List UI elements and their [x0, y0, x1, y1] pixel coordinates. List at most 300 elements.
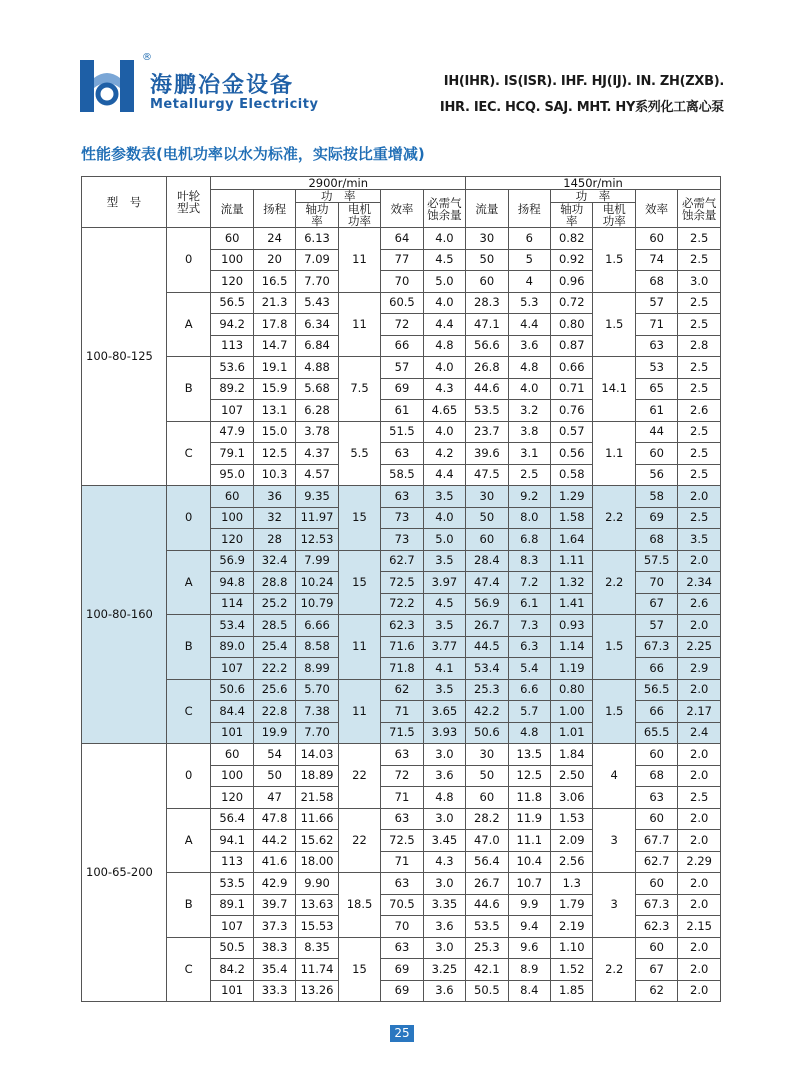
npsh-cell: 4.3: [423, 851, 465, 873]
shaft-power-cell: 6.13: [296, 228, 338, 250]
flow-cell: 56.5: [211, 292, 253, 314]
flow-cell: 50.5: [466, 980, 508, 1002]
table-row: [82, 292, 721, 314]
head-cell: 8.9: [508, 959, 550, 981]
head-cell: 25.4: [253, 636, 295, 658]
shaft-power-cell: 2.56: [551, 851, 593, 873]
shaft-power-cell: 4.88: [296, 357, 338, 379]
flow-cell: 44.6: [466, 378, 508, 400]
efficiency-cell: 60: [635, 873, 677, 895]
motor-power-cell: 3: [593, 808, 635, 873]
npsh-cell: 2.4: [678, 722, 721, 744]
head-cell: 44.2: [253, 830, 295, 852]
head-cell: 25.6: [253, 679, 295, 701]
head-cell: 4.8: [508, 722, 550, 744]
head-cell: 11.1: [508, 830, 550, 852]
head-cell: 28.8: [253, 572, 295, 594]
shaft-power-cell: 3.06: [551, 787, 593, 809]
impeller-type-cell: A: [166, 808, 210, 873]
head-cell: 4.4: [508, 314, 550, 336]
header-npsh: 必需气蚀余量: [423, 190, 465, 228]
flow-cell: 30: [466, 744, 508, 766]
flow-cell: 42.2: [466, 701, 508, 723]
flow-cell: 107: [211, 658, 253, 680]
npsh-cell: 2.0: [678, 765, 721, 787]
head-cell: 6.1: [508, 593, 550, 615]
efficiency-cell: 57.5: [635, 550, 677, 572]
npsh-cell: 2.15: [678, 916, 721, 938]
npsh-cell: 3.5: [678, 529, 721, 551]
flow-cell: 47.5: [466, 464, 508, 486]
motor-power-cell: 2.2: [593, 937, 635, 1002]
table-row: [82, 937, 721, 959]
flow-cell: 28.4: [466, 550, 508, 572]
head-cell: 50: [253, 765, 295, 787]
npsh-cell: 4.2: [423, 443, 465, 465]
efficiency-cell: 65.5: [635, 722, 677, 744]
shaft-power-cell: 0.82: [551, 228, 593, 250]
flow-cell: 56.9: [211, 550, 253, 572]
flow-cell: 60: [211, 744, 253, 766]
motor-power-cell: 15: [338, 486, 380, 551]
efficiency-cell: 72: [381, 765, 423, 787]
flow-cell: 28.3: [466, 292, 508, 314]
npsh-cell: 2.25: [678, 636, 721, 658]
shaft-power-cell: 0.87: [551, 335, 593, 357]
flow-cell: 100: [211, 249, 253, 271]
flow-cell: 101: [211, 722, 253, 744]
flow-cell: 50.6: [466, 722, 508, 744]
motor-power-cell: 4: [593, 744, 635, 809]
flow-cell: 47.4: [466, 572, 508, 594]
efficiency-cell: 72.2: [381, 593, 423, 615]
npsh-cell: 4.1: [423, 658, 465, 680]
npsh-cell: 2.5: [678, 357, 721, 379]
efficiency-cell: 62.7: [381, 550, 423, 572]
efficiency-cell: 61: [635, 400, 677, 422]
npsh-cell: 2.5: [678, 249, 721, 271]
header-shaft-power: 轴功率: [296, 203, 338, 228]
npsh-cell: 4.0: [423, 292, 465, 314]
npsh-cell: 3.5: [423, 486, 465, 508]
flow-cell: 39.6: [466, 443, 508, 465]
efficiency-cell: 56: [635, 464, 677, 486]
efficiency-cell: 60.5: [381, 292, 423, 314]
head-cell: 3.1: [508, 443, 550, 465]
npsh-cell: 2.5: [678, 314, 721, 336]
impeller-type-cell: 0: [166, 228, 210, 293]
shaft-power-cell: 2.09: [551, 830, 593, 852]
efficiency-cell: 60: [635, 228, 677, 250]
head-cell: 7.3: [508, 615, 550, 637]
shaft-power-cell: 1.10: [551, 937, 593, 959]
flow-cell: 107: [211, 400, 253, 422]
efficiency-cell: 63: [381, 744, 423, 766]
performance-table: [81, 176, 721, 1002]
shaft-power-cell: 8.58: [296, 636, 338, 658]
efficiency-cell: 63: [381, 873, 423, 895]
flow-cell: 84.2: [211, 959, 253, 981]
npsh-cell: 2.0: [678, 744, 721, 766]
efficiency-cell: 69: [381, 378, 423, 400]
efficiency-cell: 70: [635, 572, 677, 594]
head-cell: 42.9: [253, 873, 295, 895]
efficiency-cell: 65: [635, 378, 677, 400]
shaft-power-cell: 1.3: [551, 873, 593, 895]
flow-cell: 53.6: [211, 357, 253, 379]
shaft-power-cell: 0.56: [551, 443, 593, 465]
efficiency-cell: 58.5: [381, 464, 423, 486]
efficiency-cell: 63: [381, 486, 423, 508]
head-cell: 11.9: [508, 808, 550, 830]
efficiency-cell: 72.5: [381, 830, 423, 852]
flow-cell: 120: [211, 787, 253, 809]
head-cell: 9.4: [508, 916, 550, 938]
npsh-cell: 2.0: [678, 679, 721, 701]
efficiency-cell: 71.8: [381, 658, 423, 680]
head-cell: 25.2: [253, 593, 295, 615]
head-cell: 6: [508, 228, 550, 250]
npsh-cell: 2.6: [678, 593, 721, 615]
flow-cell: 60: [211, 486, 253, 508]
npsh-cell: 3.25: [423, 959, 465, 981]
efficiency-cell: 68: [635, 765, 677, 787]
efficiency-cell: 68: [635, 271, 677, 293]
npsh-cell: 3.77: [423, 636, 465, 658]
shaft-power-cell: 8.99: [296, 658, 338, 680]
flow-cell: 53.4: [466, 658, 508, 680]
head-cell: 21.3: [253, 292, 295, 314]
efficiency-cell: 62.3: [381, 615, 423, 637]
efficiency-cell: 63: [381, 443, 423, 465]
efficiency-cell: 68: [635, 529, 677, 551]
impeller-type-cell: A: [166, 292, 210, 357]
flow-cell: 120: [211, 271, 253, 293]
motor-power-cell: 11: [338, 228, 380, 293]
model-cell: 100-80-125: [82, 228, 167, 486]
npsh-cell: 2.0: [678, 808, 721, 830]
npsh-cell: 2.5: [678, 421, 721, 443]
head-cell: 13.5: [508, 744, 550, 766]
impeller-type-cell: C: [166, 421, 210, 486]
flow-cell: 30: [466, 228, 508, 250]
npsh-cell: 5.0: [423, 271, 465, 293]
head-cell: 14.7: [253, 335, 295, 357]
npsh-cell: 3.5: [423, 550, 465, 572]
motor-power-cell: 18.5: [338, 873, 380, 938]
table-row: [82, 744, 721, 766]
head-cell: 5: [508, 249, 550, 271]
npsh-cell: 3.0: [423, 744, 465, 766]
flow-cell: 56.4: [211, 808, 253, 830]
header-series-line1: IH(IHR). IS(ISR). IHF. HJ(IJ). IN. ZH(ZXB).: [443, 74, 724, 89]
head-cell: 32.4: [253, 550, 295, 572]
head-cell: 8.3: [508, 550, 550, 572]
flow-cell: 100: [211, 765, 253, 787]
shaft-power-cell: 7.09: [296, 249, 338, 271]
motor-power-cell: 14.1: [593, 357, 635, 422]
npsh-cell: 4.8: [423, 335, 465, 357]
head-cell: 12.5: [508, 765, 550, 787]
flow-cell: 53.4: [211, 615, 253, 637]
motor-power-cell: 1.5: [593, 228, 635, 293]
header-npsh: 必需气蚀余量: [678, 190, 721, 228]
impeller-type-cell: 0: [166, 744, 210, 809]
head-cell: 22.2: [253, 658, 295, 680]
npsh-cell: 4.65: [423, 400, 465, 422]
flow-cell: 84.4: [211, 701, 253, 723]
header-model: 型 号: [82, 177, 167, 228]
efficiency-cell: 67: [635, 959, 677, 981]
shaft-power-cell: 1.52: [551, 959, 593, 981]
npsh-cell: 2.5: [678, 228, 721, 250]
efficiency-cell: 60: [635, 744, 677, 766]
head-cell: 4.0: [508, 378, 550, 400]
shaft-power-cell: 1.19: [551, 658, 593, 680]
npsh-cell: 2.5: [678, 507, 721, 529]
npsh-cell: 5.0: [423, 529, 465, 551]
impeller-type-cell: C: [166, 679, 210, 744]
shaft-power-cell: 15.62: [296, 830, 338, 852]
npsh-cell: 2.0: [678, 980, 721, 1002]
flow-cell: 107: [211, 916, 253, 938]
npsh-cell: 3.97: [423, 572, 465, 594]
head-cell: 19.1: [253, 357, 295, 379]
flow-cell: 56.9: [466, 593, 508, 615]
efficiency-cell: 67.3: [635, 636, 677, 658]
table-row: [82, 550, 721, 572]
flow-cell: 26.7: [466, 873, 508, 895]
motor-power-cell: 1.1: [593, 421, 635, 486]
header-efficiency: 效率: [635, 190, 677, 228]
head-cell: 8.4: [508, 980, 550, 1002]
flow-cell: 47.9: [211, 421, 253, 443]
brand-name-cn: 海鹏冶金设备: [150, 73, 295, 98]
shaft-power-cell: 6.28: [296, 400, 338, 422]
motor-power-cell: 5.5: [338, 421, 380, 486]
motor-power-cell: 1.5: [593, 292, 635, 357]
impeller-type-cell: A: [166, 550, 210, 615]
head-cell: 9.2: [508, 486, 550, 508]
flow-cell: 89.1: [211, 894, 253, 916]
motor-power-cell: 1.5: [593, 615, 635, 680]
npsh-cell: 3.93: [423, 722, 465, 744]
impeller-type-cell: 0: [166, 486, 210, 551]
shaft-power-cell: 7.99: [296, 550, 338, 572]
shaft-power-cell: 0.76: [551, 400, 593, 422]
efficiency-cell: 71: [381, 787, 423, 809]
efficiency-cell: 62: [635, 980, 677, 1002]
head-cell: 11.8: [508, 787, 550, 809]
head-cell: 9.6: [508, 937, 550, 959]
head-cell: 54: [253, 744, 295, 766]
efficiency-cell: 66: [381, 335, 423, 357]
shaft-power-cell: 0.93: [551, 615, 593, 637]
efficiency-cell: 70: [381, 271, 423, 293]
flow-cell: 44.5: [466, 636, 508, 658]
head-cell: 10.3: [253, 464, 295, 486]
head-cell: 7.2: [508, 572, 550, 594]
flow-cell: 44.6: [466, 894, 508, 916]
head-cell: 38.3: [253, 937, 295, 959]
flow-cell: 25.3: [466, 937, 508, 959]
shaft-power-cell: 3.78: [296, 421, 338, 443]
shaft-power-cell: 0.57: [551, 421, 593, 443]
motor-power-cell: 11: [338, 292, 380, 357]
flow-cell: 95.0: [211, 464, 253, 486]
impeller-type-cell: C: [166, 937, 210, 1002]
flow-cell: 114: [211, 593, 253, 615]
npsh-cell: 2.29: [678, 851, 721, 873]
efficiency-cell: 64: [381, 228, 423, 250]
efficiency-cell: 69: [381, 980, 423, 1002]
header-shaft-power: 轴功率: [551, 203, 593, 228]
brand-name-en: Metallurgy Electricity: [150, 97, 319, 112]
header-flow: 流量: [211, 190, 253, 228]
npsh-cell: 3.0: [423, 937, 465, 959]
shaft-power-cell: 5.43: [296, 292, 338, 314]
flow-cell: 30: [466, 486, 508, 508]
efficiency-cell: 57: [381, 357, 423, 379]
head-cell: 3.8: [508, 421, 550, 443]
header-speed-1450: 1450r/min: [466, 177, 721, 190]
efficiency-cell: 61: [381, 400, 423, 422]
efficiency-cell: 77: [381, 249, 423, 271]
npsh-cell: 2.0: [678, 830, 721, 852]
flow-cell: 56.6: [466, 335, 508, 357]
npsh-cell: 2.0: [678, 894, 721, 916]
npsh-cell: 4.5: [423, 249, 465, 271]
shaft-power-cell: 0.80: [551, 679, 593, 701]
npsh-cell: 3.5: [423, 679, 465, 701]
head-cell: 5.3: [508, 292, 550, 314]
shaft-power-cell: 10.24: [296, 572, 338, 594]
npsh-cell: 2.17: [678, 701, 721, 723]
head-cell: 2.5: [508, 464, 550, 486]
efficiency-cell: 70: [381, 916, 423, 938]
efficiency-cell: 60: [635, 937, 677, 959]
shaft-power-cell: 6.34: [296, 314, 338, 336]
shaft-power-cell: 2.19: [551, 916, 593, 938]
flow-cell: 94.8: [211, 572, 253, 594]
shaft-power-cell: 9.35: [296, 486, 338, 508]
npsh-cell: 2.34: [678, 572, 721, 594]
table-row: [82, 421, 721, 443]
head-cell: 32: [253, 507, 295, 529]
npsh-cell: 4.4: [423, 314, 465, 336]
efficiency-cell: 51.5: [381, 421, 423, 443]
table-row: [82, 228, 721, 250]
shaft-power-cell: 0.92: [551, 249, 593, 271]
company-logo-icon: [80, 56, 142, 114]
head-cell: 20: [253, 249, 295, 271]
flow-cell: 50.5: [211, 937, 253, 959]
flow-cell: 47.0: [466, 830, 508, 852]
shaft-power-cell: 1.85: [551, 980, 593, 1002]
shaft-power-cell: 4.37: [296, 443, 338, 465]
npsh-cell: 4.4: [423, 464, 465, 486]
head-cell: 22.8: [253, 701, 295, 723]
header-efficiency: 效率: [381, 190, 423, 228]
efficiency-cell: 69: [635, 507, 677, 529]
head-cell: 15.9: [253, 378, 295, 400]
efficiency-cell: 67: [635, 593, 677, 615]
npsh-cell: 3.45: [423, 830, 465, 852]
head-cell: 6.6: [508, 679, 550, 701]
motor-power-cell: 11: [338, 679, 380, 744]
impeller-type-cell: B: [166, 615, 210, 680]
npsh-cell: 2.5: [678, 464, 721, 486]
npsh-cell: 2.0: [678, 615, 721, 637]
npsh-cell: 4.0: [423, 421, 465, 443]
flow-cell: 94.1: [211, 830, 253, 852]
page-title: 性能参数表(电机功率以水为标准，实际按比重增减): [81, 145, 425, 163]
header-motor-power: 电机功率: [593, 203, 635, 228]
efficiency-cell: 70.5: [381, 894, 423, 916]
motor-power-cell: 15: [338, 937, 380, 1002]
impeller-type-cell: B: [166, 873, 210, 938]
flow-cell: 101: [211, 980, 253, 1002]
npsh-cell: 2.0: [678, 959, 721, 981]
flow-cell: 89.2: [211, 378, 253, 400]
head-cell: 37.3: [253, 916, 295, 938]
npsh-cell: 3.65: [423, 701, 465, 723]
flow-cell: 60: [466, 787, 508, 809]
flow-cell: 50: [466, 765, 508, 787]
npsh-cell: 2.5: [678, 443, 721, 465]
shaft-power-cell: 7.70: [296, 722, 338, 744]
table-row: [82, 357, 721, 379]
npsh-cell: 2.0: [678, 486, 721, 508]
head-cell: 12.5: [253, 443, 295, 465]
shaft-power-cell: 4.57: [296, 464, 338, 486]
efficiency-cell: 62.7: [635, 851, 677, 873]
table-row: [82, 808, 721, 830]
header-power: 功 率: [296, 190, 381, 203]
impeller-type-cell: B: [166, 357, 210, 422]
shaft-power-cell: 1.32: [551, 572, 593, 594]
shaft-power-cell: 1.11: [551, 550, 593, 572]
efficiency-cell: 71: [381, 701, 423, 723]
shaft-power-cell: 7.70: [296, 271, 338, 293]
shaft-power-cell: 5.68: [296, 378, 338, 400]
shaft-power-cell: 8.35: [296, 937, 338, 959]
shaft-power-cell: 13.63: [296, 894, 338, 916]
npsh-cell: 2.5: [678, 292, 721, 314]
efficiency-cell: 72.5: [381, 572, 423, 594]
npsh-cell: 3.6: [423, 980, 465, 1002]
shaft-power-cell: 15.53: [296, 916, 338, 938]
motor-power-cell: 7.5: [338, 357, 380, 422]
npsh-cell: 3.0: [423, 808, 465, 830]
shaft-power-cell: 1.58: [551, 507, 593, 529]
shaft-power-cell: 18.89: [296, 765, 338, 787]
flow-cell: 113: [211, 335, 253, 357]
flow-cell: 53.5: [211, 873, 253, 895]
shaft-power-cell: 1.64: [551, 529, 593, 551]
model-cell: 100-65-200: [82, 744, 167, 1002]
shaft-power-cell: 2.50: [551, 765, 593, 787]
efficiency-cell: 71.6: [381, 636, 423, 658]
efficiency-cell: 62.3: [635, 916, 677, 938]
npsh-cell: 2.0: [678, 937, 721, 959]
shaft-power-cell: 11.66: [296, 808, 338, 830]
header-head: 扬程: [508, 190, 550, 228]
efficiency-cell: 71: [381, 851, 423, 873]
shaft-power-cell: 1.41: [551, 593, 593, 615]
efficiency-cell: 67.7: [635, 830, 677, 852]
efficiency-cell: 44: [635, 421, 677, 443]
